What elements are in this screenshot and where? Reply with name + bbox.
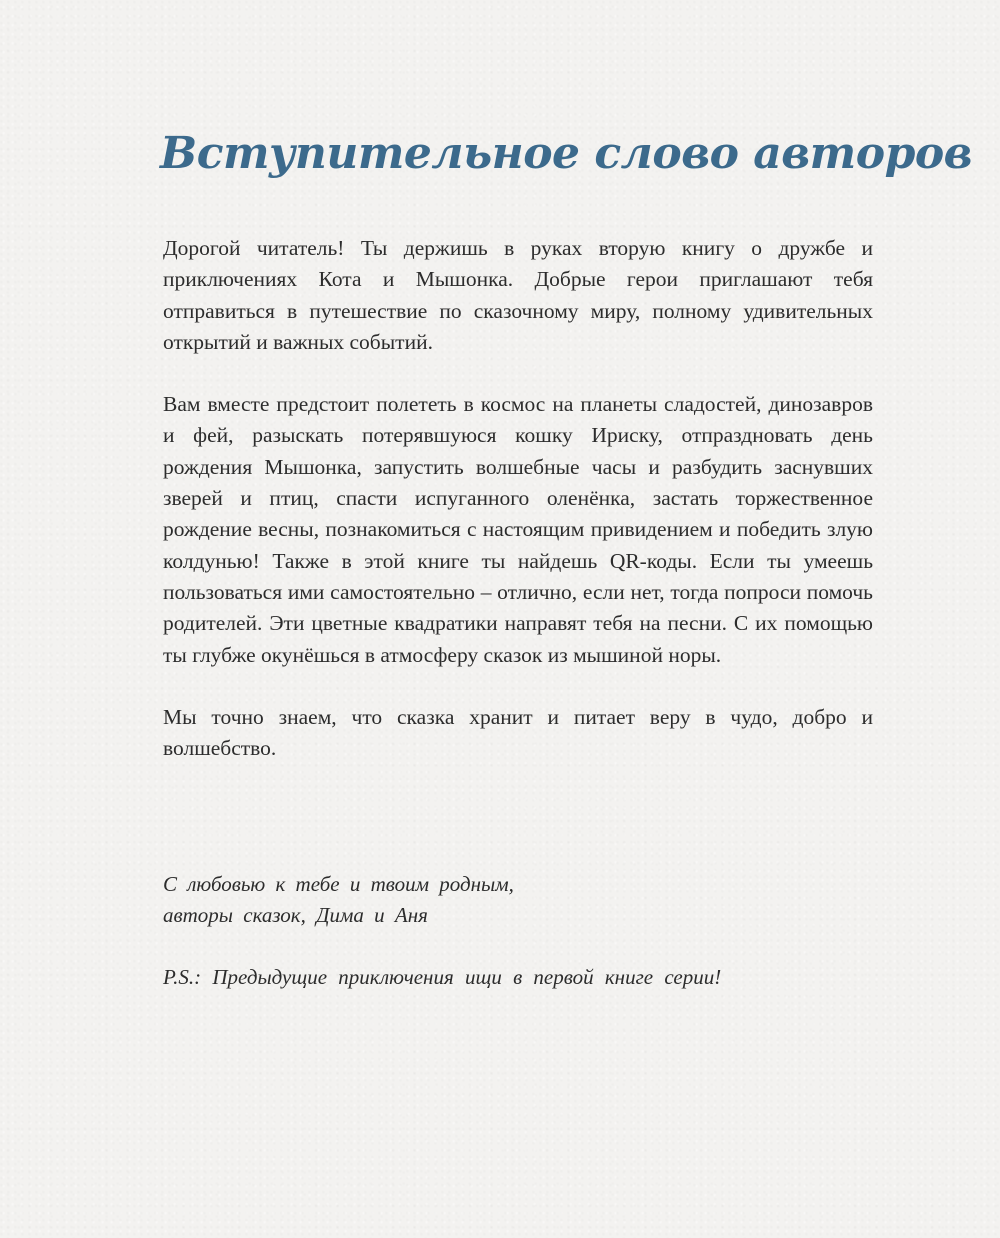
signature-line-2: авторы сказок, Дима и Аня [163, 903, 428, 927]
postscript: P.S.: Предыдущие приключения ищи в первой книге серии! [163, 965, 722, 989]
page-title: Вступительное слово авторов [160, 128, 973, 179]
signature-line-1: С любовью к тебе и твоим родным, [163, 872, 514, 896]
paragraph-greeting: Дорогой читатель! Ты держишь в руках вторую книгу о дружбе и приключениях Кота и Мышонка. Добрые герои приглашают тебя отправиться в путешествие по сказочному миру, полному удивительных открытий и важных событий. [163, 236, 873, 354]
paragraph-adventures: Вам вместе предстоит полететь в космос на планеты сладостей, динозавров и фей, разыскать потерявшуюся кошку Ириску, отпраздновать день рождения Мышонка, запустить волшебные часы и разбудить заснувших зверей и птиц, спасти испуганного оленёнка, застать торжественное рождение весны, познакомиться с настоящим привидением и победить злую колдунью! Также в этой книге ты найдешь QR-коды. Если ты умеешь пользоваться ими самостоятельно – отлично, если нет, тогда попроси помочь родителей. Эти цветные квадратики направят тебя на песни. С их помощью ты глубже окунёшься в атмосферу сказок из мышиной норы. [163, 392, 873, 667]
paragraph-belief: Мы точно знаем, что сказка хранит и питает веру в чудо, добро и волшебство. [163, 704, 873, 761]
signature [163, 869, 514, 931]
intro-text [163, 233, 873, 764]
